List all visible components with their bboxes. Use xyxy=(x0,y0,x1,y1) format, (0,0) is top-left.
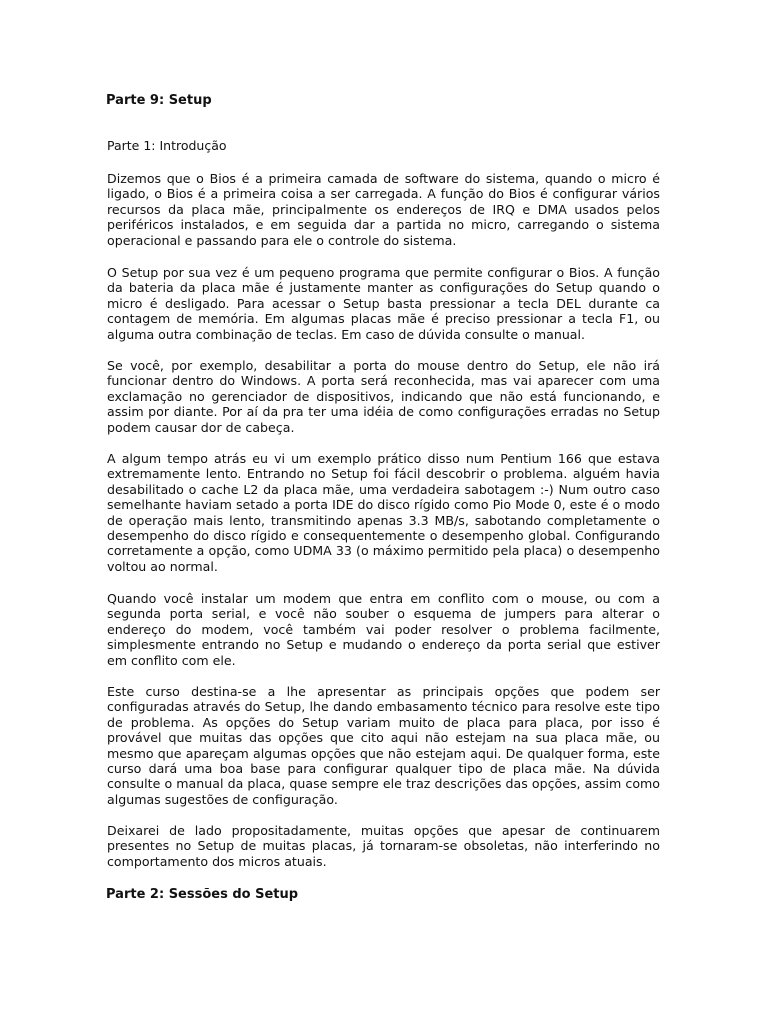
paragraph-setup: O Setup por sua vez é um pequeno programa que permite configurar o Bios. A função da bateria da placa mãe é justamente manter as configurações do Setup quando o micro é desligado. Para acessar o Setup basta pressionar a tecla DEL durante ca contagem de memória. Em algumas placas mãe é preciso pressionar a tecla F1, ou alguma outra combinação de teclas. Em caso de dúvida consulte o manual. xyxy=(107,265,660,342)
paragraph-obsolete-options: Deixarei de lado propositadamente, muitas opções que apesar de continuarem presentes no Setup de muitas placas, já tornaram-se obsoletas, não interferindo no comportamento dos micros atuais. xyxy=(107,823,660,869)
paragraph-modem-example: Quando você instalar um modem que entra em conflito com o mouse, ou com a segunda porta serial, e você não souber o esquema de jumpers para alterar o endereço do modem, você também vai poder resolver o problema facilmente, simplesmente entrando no Setup e mudando o endereço da porta serial que estiver em conflito com ele. xyxy=(107,591,660,668)
paragraph-course-purpose: Este curso destina-se a lhe apresentar as principais opções que podem ser configuradas através do Setup, lhe dando embasamento técnico para resolve este tipo de problema. As opções do Setup variam muito de placa para placa, por isso é provável que muitas das opções que cito aqui não estejam na sua placa mãe, ou mesmo que apareçam algumas opções que não estejam aqui. De qualquer forma, este curso dará uma boa base para configurar qualquer tipo de placa mãe. Na dúvida consulte o manual da placa, quase sempre ele traz descrições das opções, assim como algumas sugestões de configuração. xyxy=(107,684,660,807)
document-title: Parte 9: Setup xyxy=(106,93,212,108)
section-heading-sessoes: Parte 2: Sessões do Setup xyxy=(106,887,299,902)
section-heading-introducao: Parte 1: Introdução xyxy=(107,138,227,153)
paragraph-bios: Dizemos que o Bios é a primeira camada de software do sistema, quando o micro é ligado, o Bios é a primeira coisa a ser carregada. A função do Bios é configurar vários recursos da placa mãe, principalmente os endereços de IRQ e DMA usados pelos periféricos instalados, e em seguida dar a partida no micro, carregando o sistema operacional e passando para ele o controle do sistema. xyxy=(107,171,660,248)
paragraph-mouse-example: Se você, por exemplo, desabilitar a porta do mouse dentro do Setup, ele não irá funcionar dentro do Windows. A porta será reconhecida, mas vai aparecer com uma exclamação no gerenciador de dispositivos, indicando que não está funcionando, e assim por diante. Por aí da pra ter uma idéia de como configurações erradas no Setup podem causar dor de cabeça. xyxy=(107,358,660,435)
paragraph-pentium-example: A algum tempo atrás eu vi um exemplo prático disso num Pentium 166 que estava extremamente lento. Entrando no Setup foi fácil descobrir o problema. alguém havia desabilitado o cache L2 da placa mãe, uma verdadeira sabotagem :-) Num outro caso semelhante haviam setado a porta IDE do disco rígido como Pio Mode 0, este é o modo de operação mais lento, transmitindo apenas 3.3 MB/s, sabotando completamente o desempenho do disco rígido e consequentemente o desempenho global. Configurando corretamente a opção, como UDMA 33 (o máximo permitido pela placa) o desempenho voltou ao normal. xyxy=(107,451,660,574)
